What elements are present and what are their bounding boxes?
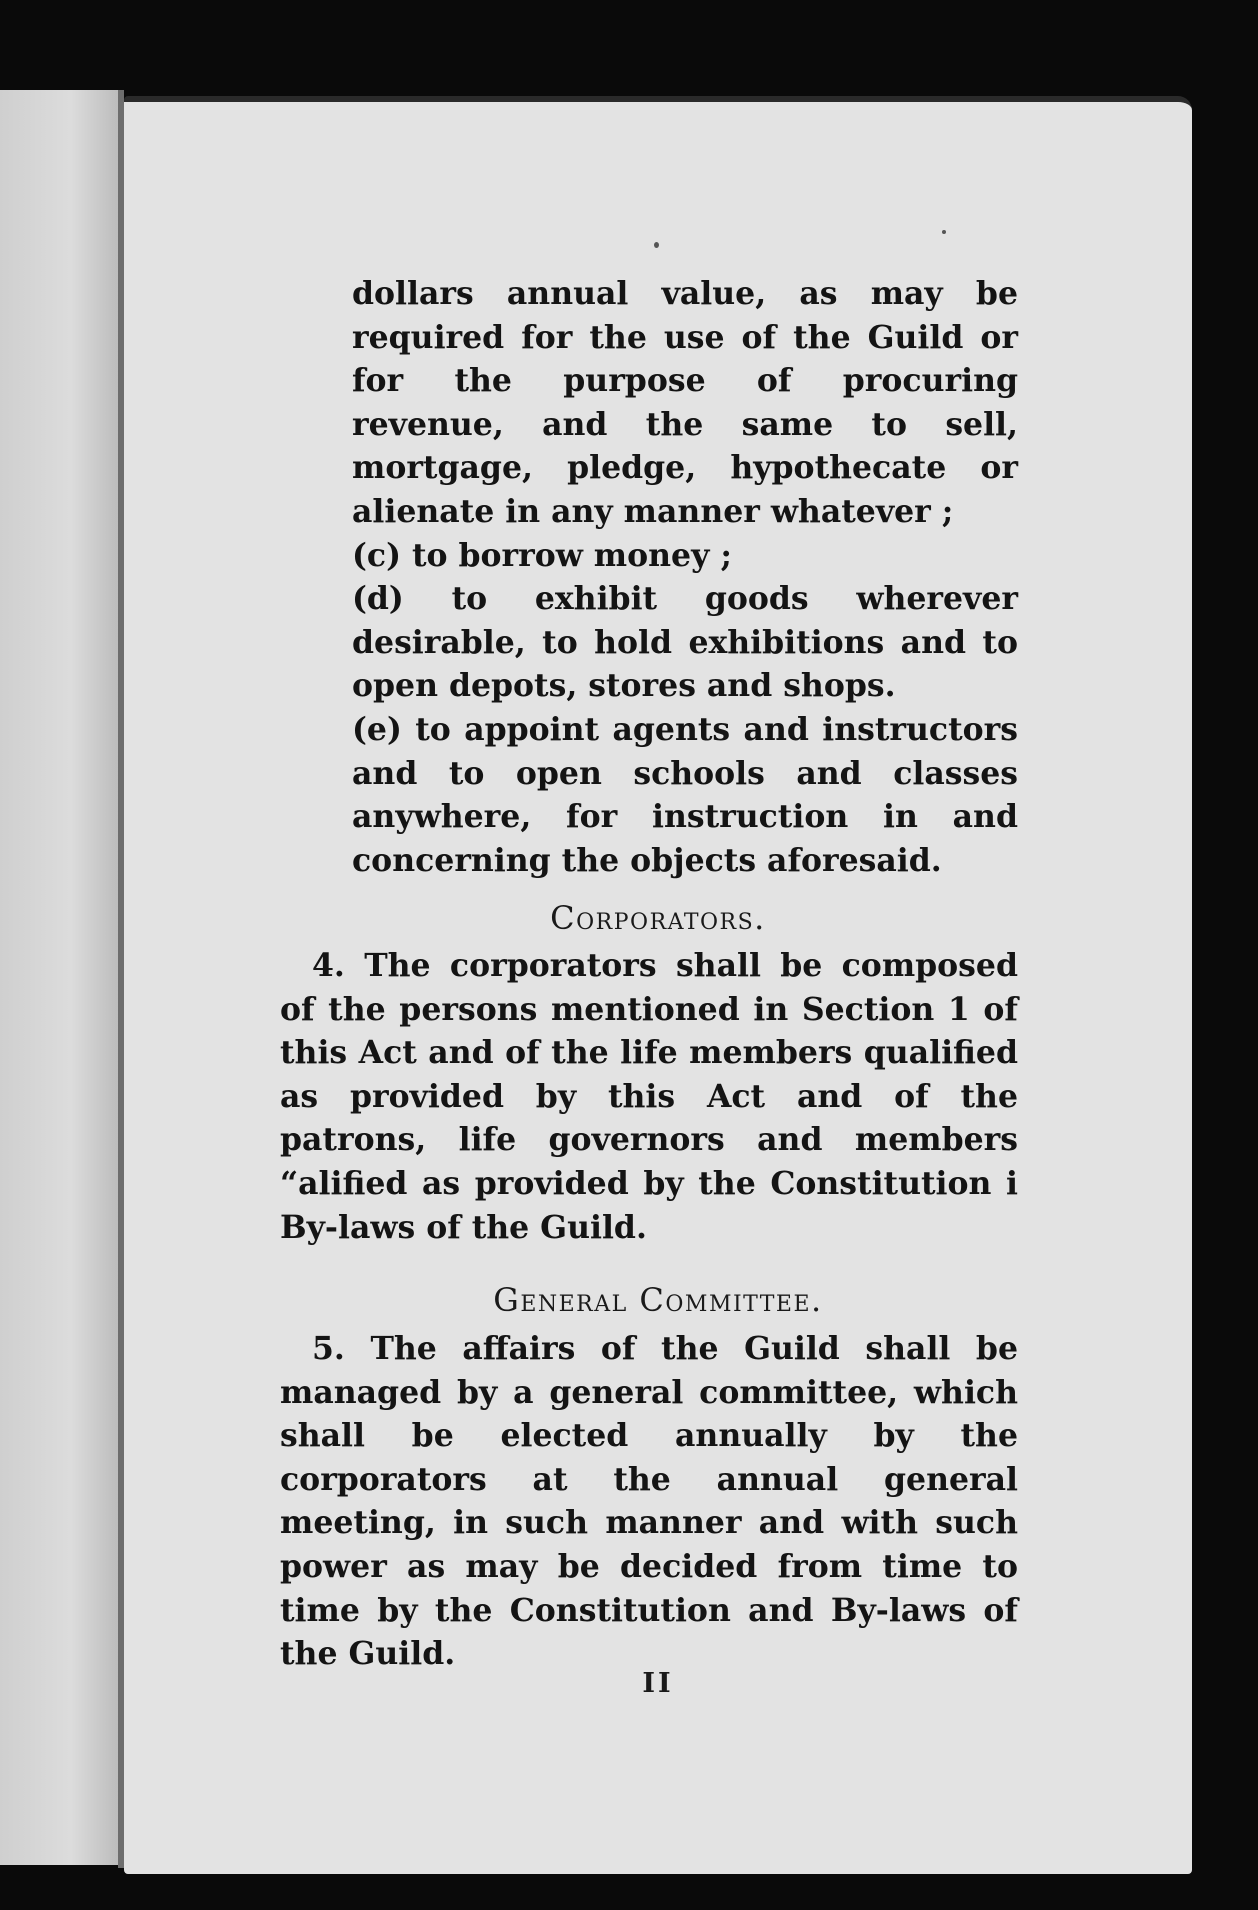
clause-e: (e) to appoint agents and instructors and to open schools and classes anywhere, for instruction in and concerning the objects aforesaid. <box>352 710 1018 879</box>
clause-d: (d) to exhibit goods wherever desirable, to hold exhibitions and to open depots, stores and shops. <box>352 580 1018 705</box>
continuation-text <box>352 272 1018 882</box>
clause-c: (c) to borrow money ; <box>352 536 732 574</box>
page-number: II <box>642 1668 674 1699</box>
section-5-body <box>280 1327 1018 1676</box>
facing-page-edge <box>0 90 118 1865</box>
ink-speck <box>654 242 659 248</box>
continuation-paragraph: dollars annual value, as may be required for the use of the Guild or for the purpose of procuring revenue, and the same to sell, mortgage, pledge, hypothecate or alienate in any manner whatever ; <box>352 275 1018 530</box>
book-page <box>124 96 1192 1874</box>
section-heading-corporators: Corporators. <box>550 899 766 937</box>
section-heading-general-committee: General Committee. <box>493 1281 823 1319</box>
ink-speck <box>942 230 946 234</box>
section-5-paragraph: 5. The affairs of the Guild shall be managed by a general committee, which shall be elected annually by the corporators at the annual general meeting, in such manner and with such power as may be decided from time to time by the Constitution and By-laws of the Guild. <box>280 1330 1018 1673</box>
section-4-body <box>280 944 1018 1249</box>
section-4-paragraph: 4. The corporators shall be composed of the persons mentioned in Section 1 of this Act and of the life members qualified as provided by this Act and of the patrons, life governors and members “alified as provided by the Constitution i By-laws of the Guild. <box>280 947 1018 1246</box>
